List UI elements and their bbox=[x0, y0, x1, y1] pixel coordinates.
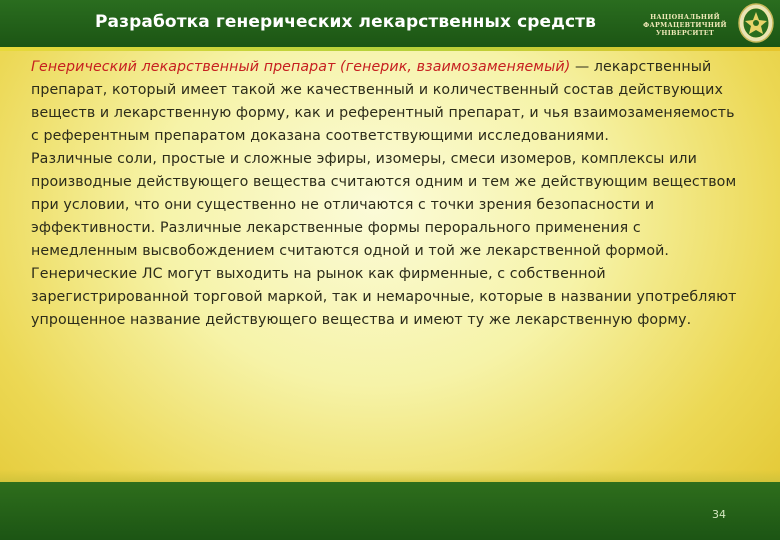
university-name-line-2: ФАРМАЦЕВТИЧНИЙ bbox=[643, 21, 727, 29]
definition-text: — лекарственный препарат, который имеет такой же качественный и количественный состав действующих веществ и лекарственную форму, как и референтный препарат, и чья взаимозаменяемость с референтным препаратом доказана соответствующими исследованиями. bbox=[31, 59, 735, 144]
equivalence-paragraph: Различные соли, простые и сложные эфиры, изомеры, смеси изомеров, комплексы или производные действующего вещества считаются одним и тем же действующим веществом при условии, что они существенно не отличаются с точки зрения безопасности и эффективности. Различные лекарственные формы перорального применения с немедленным высвобождением считаются одной и той же лекарственной формой. bbox=[31, 151, 737, 259]
definition-paragraph bbox=[31, 56, 746, 148]
university-name bbox=[640, 13, 730, 37]
header-bar bbox=[0, 0, 780, 47]
market-paragraph: Генерические ЛС могут выходить на рынок как фирменные, с собственной зарегистрированной торговой маркой, так и немарочные, которые в названии употребляют упрощенное название действующего вещества и имеют ту же лекарственную форму. bbox=[31, 266, 737, 328]
university-logo-icon bbox=[736, 2, 776, 44]
page-number: 34 bbox=[712, 508, 726, 521]
header-divider bbox=[0, 47, 780, 51]
university-name-line-1: НАЦІОНАЛЬНИЙ bbox=[650, 13, 720, 21]
slide-body bbox=[31, 56, 746, 332]
university-name-line-3: УНІВЕРСИТЕТ bbox=[655, 29, 715, 37]
slide-title: Разработка генерических лекарственных средств bbox=[95, 12, 596, 32]
generic-term: Генерический лекарственный препарат (генерик, взаимозаменяемый) bbox=[31, 59, 571, 75]
footer-bar bbox=[0, 482, 780, 540]
